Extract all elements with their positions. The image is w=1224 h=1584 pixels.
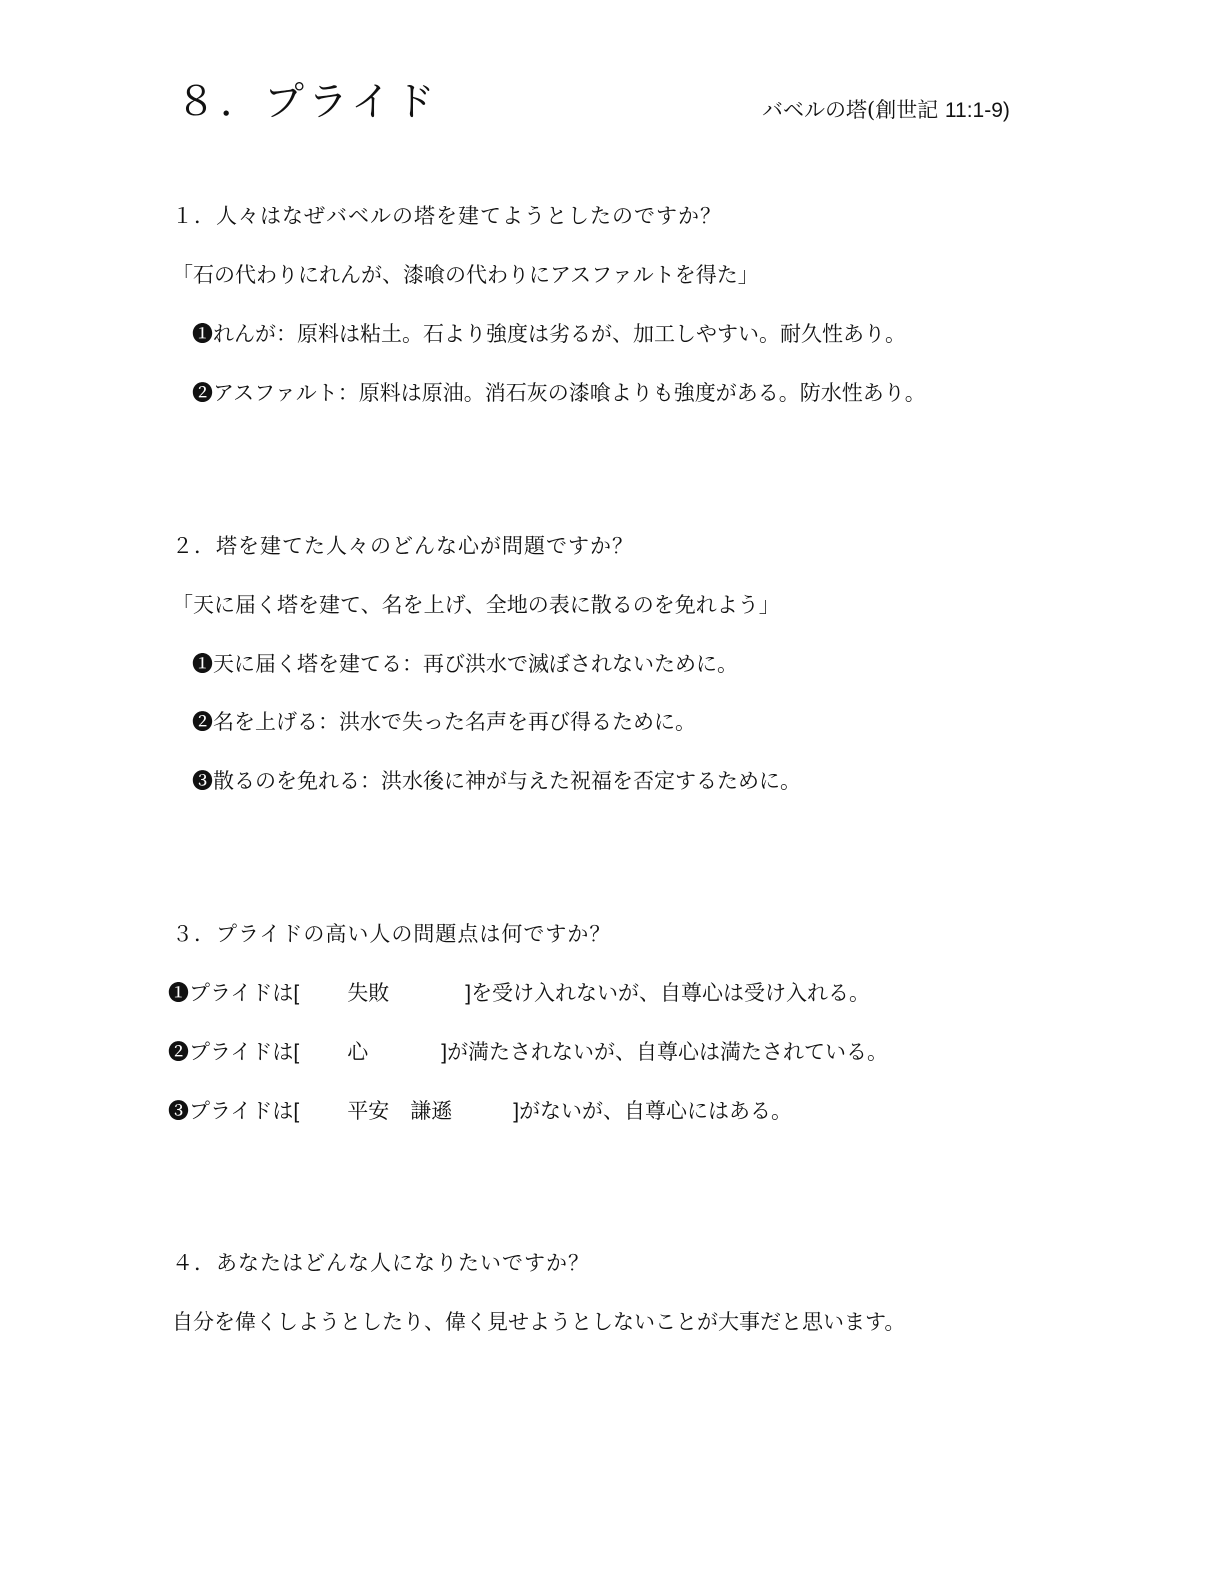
point-2-3: ❸散るのを免れる：洪水後に神が与えた祝福を否定するために。 — [192, 769, 801, 793]
blank-3-open-bracket: [ — [293, 1100, 300, 1123]
question-1: １．人々はなぜバベルの塔を建てようとしたのですか？ — [172, 204, 722, 228]
fill-blank-2 — [168, 1038, 888, 1067]
blank-3-close-bracket: ] — [513, 1100, 520, 1123]
blank-3-suffix: がないが、自尊心にはある。 — [519, 1099, 793, 1123]
blank-3-answer: 平安 謙遜 — [347, 1099, 453, 1123]
quote-1: 「石の代わりにれんが、漆喰の代わりにアスファルトを得た」 — [172, 263, 759, 287]
fill-blank-1 — [168, 979, 870, 1008]
blank-2-close-bracket: ] — [441, 1041, 448, 1064]
subtitle-text: バベルの塔(創世記 — [762, 98, 939, 122]
blank-3-prefix: ❸プライドは — [168, 1099, 294, 1123]
question-4: ４．あなたはどんな人になりたいですか？ — [172, 1251, 590, 1275]
blank-2-prefix: ❷プライドは — [168, 1040, 294, 1064]
blank-1-open-bracket: [ — [293, 982, 300, 1005]
point-1-2: ❷アスファルト：原料は原油。消石灰の漆喰よりも強度がある。防水性あり。 — [192, 381, 926, 405]
page-title: ８．プライド — [176, 79, 439, 125]
point-2-2: ❷名を上げる：洪水で失った名声を再び得るために。 — [192, 710, 696, 734]
point-2-1: ❶天に届く塔を建てる：再び洪水で滅ぼされないために。 — [192, 652, 738, 676]
blank-1-prefix: ❶プライドは — [168, 981, 294, 1005]
blank-2-suffix: が満たされないが、自尊心は満たされている。 — [447, 1040, 889, 1064]
blank-1-suffix: を受け入れないが、自尊心は受け入れる。 — [471, 981, 871, 1005]
blank-2-answer: 心 — [347, 1040, 369, 1064]
quote-2: 「天に届く塔を建て、名を上げ、全地の表に散るのを免れよう」 — [172, 593, 780, 617]
answer-4: 自分を偉くしようとしたり、偉く見せようとしないことが大事だと思います。 — [172, 1310, 906, 1334]
scripture-reference — [762, 96, 1010, 125]
blank-1-close-bracket: ] — [465, 982, 472, 1005]
fill-blank-3 — [168, 1097, 792, 1126]
question-3: ３．プライドの高い人の問題点は何ですか？ — [172, 922, 612, 946]
blank-1-answer: 失敗 — [347, 981, 390, 1005]
blank-2-open-bracket: [ — [293, 1041, 300, 1064]
question-2: ２．塔を建てた人々のどんな心が問題ですか？ — [172, 534, 634, 558]
point-1-1: ❶れんが：原料は粘土。石より強度は劣るが、加工しやすい。耐久性あり。 — [192, 322, 906, 346]
verse-reference: 11:1-9) — [944, 99, 1010, 122]
